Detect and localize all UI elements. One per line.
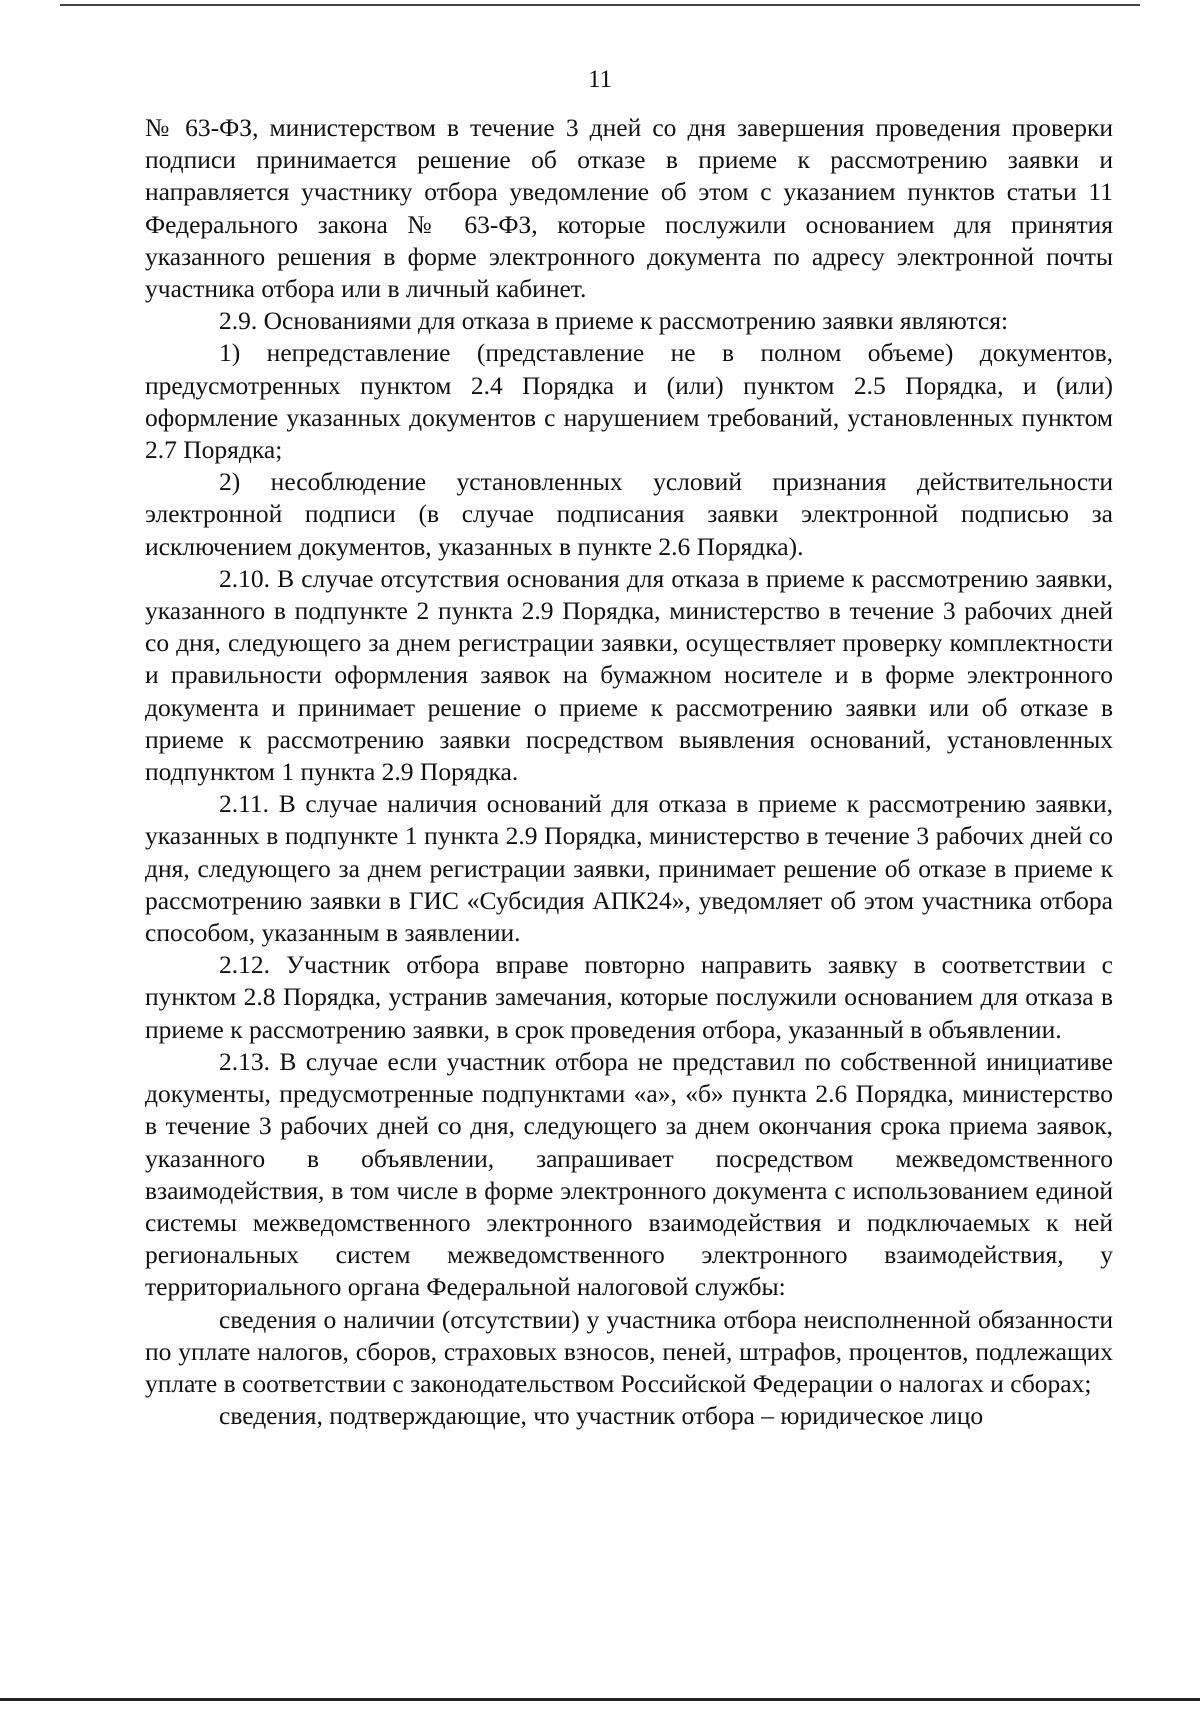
scan-bottom-edge [0,1698,1200,1701]
paragraph-2-10: 2.10. В случае отсутствия основания для отказа в приеме к рассмотрению заявки, указанного в подпункте 2 пункта 2.9 Порядка, министерство в течение 3 рабочих дней со дня, следующего за днем регистрации заявки, осуществляет проверку комплектности и правильности оформления заявок на бумажном носителе и в форме электронного документа и принимает решение о приеме к рассмотрению заявки или об отказе в приеме к рассмотрению заявки посредством выявления оснований, установленных подпунктом 1 пункта 2.9 Порядка. [145,563,1113,787]
document-body [145,112,1113,1432]
paragraph-2-9: 2.9. Основаниями для отказа в приеме к рассмотрению заявки являются: [219,306,1009,336]
scan-top-edge [60,4,1140,6]
paragraph-2-13-item-tax-info: сведения о наличии (отсутствии) у участника отбора неисполненной обязанности по уплате налогов, сборов, страховых взносов, пеней, штрафов, процентов, подлежащих уплате в соответствии с законодательством Российской Федерации о налогах и сборах; [145,1304,1113,1398]
page-number: 11 [587,66,613,93]
paragraph-2-9-item-1: 1) непредставление (представление не в полном объеме) документов, предусмотренных пунктом 2.4 Порядка и (или) пунктом 2.5 Порядка, и (или) оформление указанных документов с нарушением требований, установленных пунктом 2.7 Порядка; [145,338,1113,465]
paragraph-continuation-63fz: № 63-ФЗ, министерством в течение 3 дней со дня завершения проведения проверки подписи принимается решение об отказе в приеме к рассмотрению заявки и направляется участнику отбора уведомление об этом с указанием пунктов статьи 11 Федерального закона № 63-ФЗ, которые послужили основанием для принятия указанного решения в форме электронного документа по адресу электронной почты участника отбора или в личный кабинет. [145,113,1113,304]
paragraph-2-11: 2.11. В случае наличия оснований для отказа в приеме к рассмотрению заявки, указанных в подпункте 1 пункта 2.9 Порядка, министерство в течение 3 рабочих дней со дня, следующего за днем регистрации заявки, принимает решение об отказе в приеме к рассмотрению заявки в ГИС «Субсидия АПК24», уведомляет об этом участника отбора способом, указанным в заявлении. [145,789,1113,948]
paragraph-2-13: 2.13. В случае если участник отбора не представил по собственной инициативе документы, предусмотренные подпунктами «а», «б» пункта 2.6 Порядка, министерство в течение 3 рабочих дней со дня, следующего за днем окончания срока приема заявок, указанного в объявлении, запрашивает посредством межведомственного взаимодействия, в том числе в форме электронного документа с использованием единой системы межведомственного электронного взаимодействия и подключаемых к ней региональных систем межведомственного электронного взаимодействия, у территориального органа Федеральной налоговой службы: [145,1046,1113,1302]
paragraph-2-9-item-2: 2) несоблюдение установленных условий признания действительности электронной подписи (в случае подписания заявки электронной подписью за исключением документов, указанных в пункте 2.6 Порядка). [145,467,1113,561]
paragraph-2-13-item-legal-entity: сведения, подтверждающие, что участник отбора – юридическое лицо [219,1401,984,1431]
paragraph-2-12: 2.12. Участник отбора вправе повторно направить заявку в соответствии с пунктом 2.8 Порядка, устранив замечания, которые послужили основанием для отказа в приеме к рассмотрению заявки, в срок проведения отбора, указанный в объявлении. [145,950,1113,1044]
